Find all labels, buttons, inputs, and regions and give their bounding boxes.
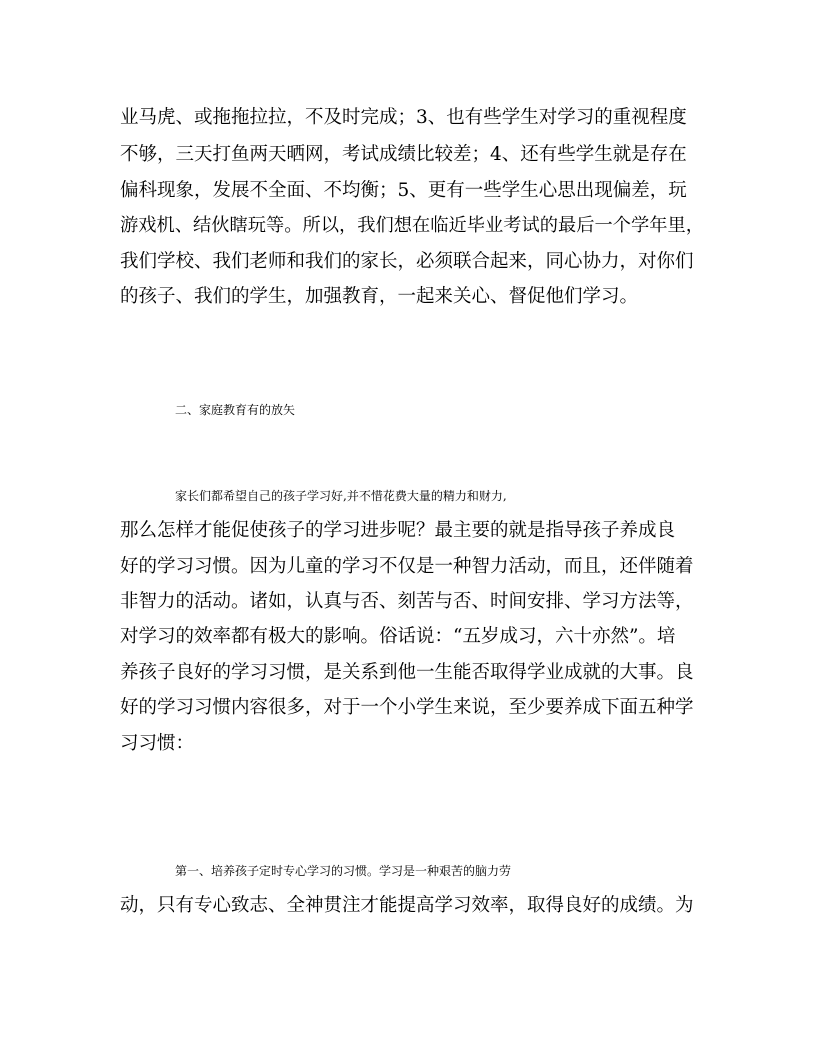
- section-heading: 二、家庭教育有的放矢: [175, 403, 296, 417]
- paragraph-line: 我们学校、我们老师和我们的家长，必须联合起来，同心协力，对你们: [120, 251, 694, 272]
- paragraph-line: 偏科现象，发展不全面、不均衡；5、更有一些学生心思出现偏差，玩: [120, 180, 687, 201]
- paragraph-line: 业马虎、或拖拖拉拉，不及时完成；3、也有些学生对学习的重视程度: [120, 107, 687, 128]
- paragraph-line: 非智力的活动。诸如，认真与否、刻苦与否、时间安排、学习方法等，: [120, 591, 694, 612]
- paragraph-line: 第一、培养孩子定时专心学习的习惯。学习是一种艰苦的脑力劳: [175, 864, 512, 878]
- paragraph-line: 家长们都希望自己的孩子学习好,并不惜花费大量的精力和财力,: [175, 489, 507, 503]
- paragraph-line: 好的学习习惯。因为儿童的学习不仅是一种智力活动，而且，还伴随着: [120, 556, 694, 577]
- paragraph-line: 养孩子良好的学习习惯，是关系到他一生能否取得学业成就的大事。良: [120, 662, 694, 683]
- paragraph-line: 对学习的效率都有极大的影响。俗话说：“五岁成习，六十亦然”。培: [120, 626, 676, 647]
- paragraph-line: 好的学习习惯内容很多，对于一个小学生来说，至少要养成下面五种学: [120, 697, 694, 718]
- paragraph-line: 那么怎样才能促使孩子的学习进步呢？最主要的就是指导孩子养成良: [120, 520, 676, 541]
- paragraph-line: 动，只有专心致志、全神贯注才能提高学习效率，取得良好的成绩。为: [120, 895, 694, 916]
- paragraph-line: 的孩子、我们的学生，加强教育，一起来关心、督促他们学习。: [120, 286, 639, 307]
- paragraph-line: 习习惯：: [120, 733, 195, 754]
- paragraph-line: 游戏机、结伙瞎玩等。所以，我们想在临近毕业考试的最后一个学年里，: [120, 215, 704, 236]
- paragraph-line: 不够，三天打鱼两天晒网，考试成绩比较差；4、还有些学生就是存在: [120, 144, 687, 165]
